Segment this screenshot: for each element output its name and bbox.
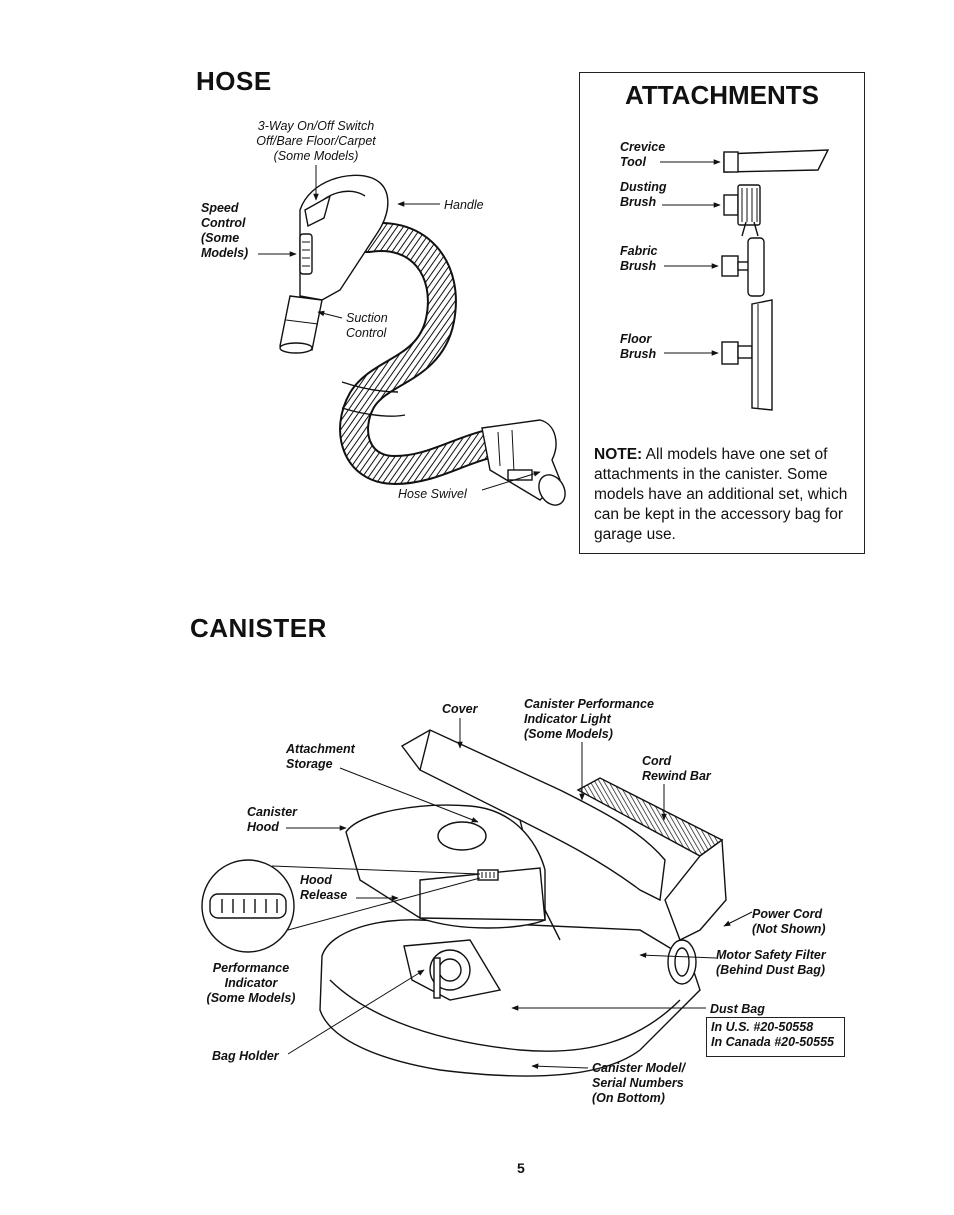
attachments-title: ATTACHMENTS xyxy=(624,80,819,110)
page-number: 5 xyxy=(517,1160,525,1176)
crevice-tool-label: Crevice Tool xyxy=(620,140,666,169)
canister-title: CANISTER xyxy=(190,613,327,643)
power-cord-label: Power Cord (Not Shown) xyxy=(752,907,826,936)
hose-handle-label: Handle xyxy=(444,198,484,212)
part-number-us: In U.S. #20-50558 xyxy=(711,1020,814,1034)
floor-brush-label: Floor Brush xyxy=(620,332,657,361)
bag-holder-label: Bag Holder xyxy=(212,1049,279,1063)
dusting-brush-label: Dusting Brush xyxy=(620,180,667,209)
indicator-light-label: Canister Performance Indicator Light (Some Models) xyxy=(524,697,654,741)
dust-bag-label: Dust Bag xyxy=(710,1002,765,1016)
cover-label: Cover xyxy=(442,702,478,716)
hose-title: HOSE xyxy=(196,66,272,96)
hood-release-label: Hood Release xyxy=(300,873,348,902)
canister-base xyxy=(320,920,700,1076)
cord-rewind-label: Cord Rewind Bar xyxy=(642,754,711,783)
note-label: NOTE: xyxy=(594,446,643,463)
attachment-storage-label: Attachment Storage xyxy=(286,742,355,771)
hose-illustration xyxy=(258,165,570,510)
dust-bag-part-numbers xyxy=(706,1017,845,1057)
part-number-canada: In Canada #20-50555 xyxy=(711,1035,834,1049)
fabric-brush-label: Fabric Brush xyxy=(620,244,658,273)
hose-handle xyxy=(300,175,388,300)
attachments-note xyxy=(594,445,856,545)
performance-indicator-label: Performance Indicator (Some Models) xyxy=(206,961,296,1005)
hose-speed-control-label: Speed Control (Some Models) xyxy=(201,201,249,260)
model-serial-label: Canister Model/ Serial Numbers (On Bottom) xyxy=(592,1061,686,1105)
hose-suction-control-label: Suction Control xyxy=(346,311,388,340)
canister-hood-label: Canister Hood xyxy=(247,805,298,834)
hose-switch-label: 3-Way On/Off Switch Off/Bare Floor/Carpet (Some Models) xyxy=(256,119,376,163)
motor-filter-label: Motor Safety Filter (Behind Dust Bag) xyxy=(716,948,826,977)
note-text: All models have one set of attachments in the canister. Some models have an additional set, which can be kept in the accessory bag for garage use. xyxy=(594,446,848,543)
hose-swivel-label: Hose Swivel xyxy=(398,487,467,501)
